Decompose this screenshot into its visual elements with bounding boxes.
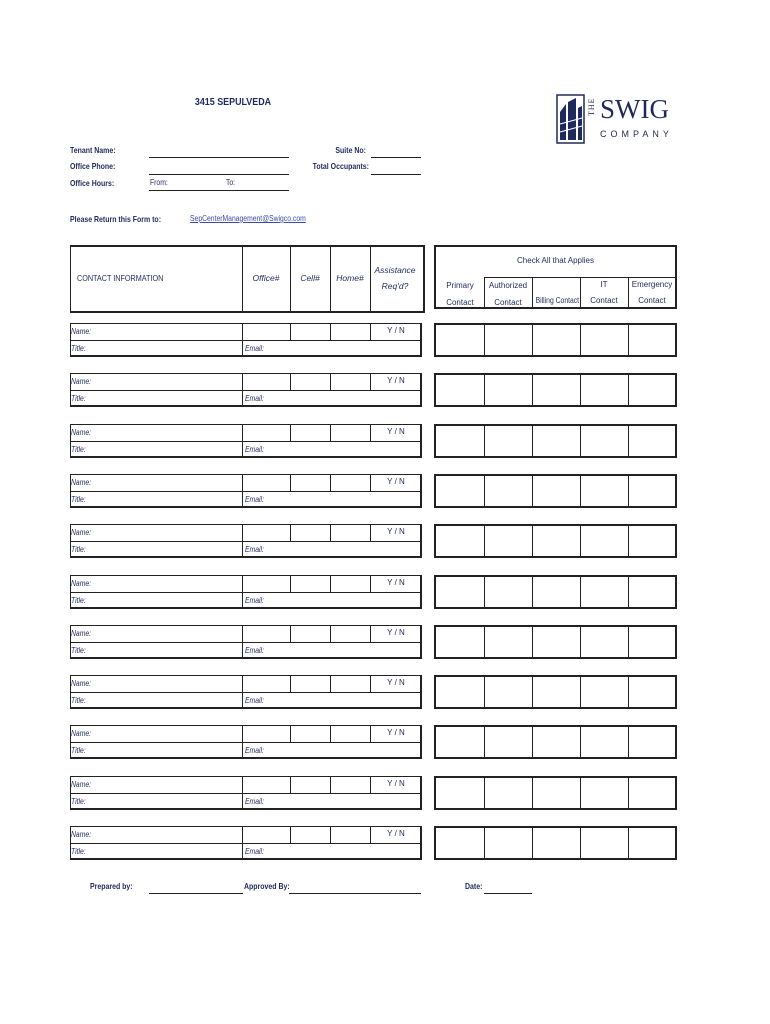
check-authorized-cell[interactable] <box>484 727 532 757</box>
check-primary-cell[interactable] <box>436 627 484 657</box>
check-it-cell[interactable] <box>580 727 628 757</box>
checkbox-row <box>434 575 677 609</box>
check-emergency-cell[interactable] <box>628 476 676 506</box>
check-primary-cell[interactable] <box>436 325 484 355</box>
check-primary-cell[interactable] <box>436 828 484 858</box>
office-phone-label: Office Phone: <box>70 161 116 171</box>
contact-row <box>70 524 422 558</box>
checkbox-row <box>434 675 677 709</box>
check-billing-cell[interactable] <box>532 375 580 405</box>
title-label: Title: <box>71 746 86 756</box>
check-emergency-cell[interactable] <box>628 677 676 707</box>
checkbox-row <box>434 323 677 357</box>
checkbox-row <box>434 373 677 407</box>
name-label: Name: <box>71 729 92 739</box>
occupants-label: Total Occupants: <box>312 161 369 171</box>
prepared-by-field[interactable] <box>149 893 243 894</box>
col-it-l2: Contact <box>590 296 618 305</box>
email-label: Email: <box>245 545 264 555</box>
check-primary-cell[interactable] <box>436 526 484 556</box>
check-billing-cell[interactable] <box>532 727 580 757</box>
assistance-yn[interactable]: Y / N <box>387 426 405 436</box>
check-billing-cell[interactable] <box>532 426 580 456</box>
col-authorized-l1: Authorized <box>488 281 528 290</box>
check-authorized-cell[interactable] <box>484 577 532 607</box>
logo-company: COMPANY <box>600 129 673 139</box>
check-authorized-cell[interactable] <box>484 325 532 355</box>
name-label: Name: <box>71 528 92 538</box>
check-it-cell[interactable] <box>580 778 628 808</box>
name-label: Name: <box>71 830 92 839</box>
assistance-yn[interactable]: Y / N <box>387 728 405 738</box>
check-authorized-cell[interactable] <box>484 778 532 808</box>
check-primary-cell[interactable] <box>436 577 484 607</box>
name-label: Name: <box>71 679 92 689</box>
assistance-header: Assistance <box>374 265 416 275</box>
name-label: Name: <box>71 628 92 638</box>
contact-row <box>70 725 422 759</box>
assistance-yn[interactable]: Y / N <box>387 829 405 838</box>
check-billing-cell[interactable] <box>532 677 580 707</box>
title-label: Title: <box>71 595 86 605</box>
to-label: To: <box>226 178 236 187</box>
page-title: 3415 SEPULVEDA <box>194 96 272 108</box>
from-label: From: <box>150 178 168 187</box>
assistance-yn[interactable]: Y / N <box>387 326 405 335</box>
check-it-cell[interactable] <box>580 375 628 405</box>
contact-row <box>70 826 422 860</box>
check-emergency-cell[interactable] <box>628 375 676 405</box>
check-billing-cell[interactable] <box>532 526 580 556</box>
contact-row <box>70 424 422 458</box>
contact-row <box>70 776 422 810</box>
checkbox-row <box>434 424 677 458</box>
check-billing-cell[interactable] <box>532 778 580 808</box>
check-it-cell[interactable] <box>580 526 628 556</box>
email-label: Email: <box>245 444 264 454</box>
reqd-header: Req'd? <box>381 281 409 291</box>
email-label: Email: <box>245 696 264 706</box>
name-label: Name: <box>71 779 92 789</box>
col-emergency-l2: Contact <box>638 296 666 305</box>
name-label: Name: <box>71 327 92 336</box>
check-emergency-cell[interactable] <box>628 727 676 757</box>
swig-company-logo <box>556 94 673 146</box>
assistance-yn[interactable]: Y / N <box>387 778 405 788</box>
check-billing-cell[interactable] <box>532 476 580 506</box>
date-label: Date: <box>465 881 483 891</box>
email-label: Email: <box>245 494 264 504</box>
check-emergency-cell[interactable] <box>628 778 676 808</box>
check-all-header: Check All that Applies <box>517 256 594 265</box>
check-emergency-cell[interactable] <box>628 828 676 858</box>
title-label: Title: <box>71 645 86 655</box>
approved-by-label: Approved By: <box>244 881 290 891</box>
checkbox-row <box>434 725 677 759</box>
check-authorized-cell[interactable] <box>484 677 532 707</box>
check-it-cell[interactable] <box>580 426 628 456</box>
checkbox-row <box>434 474 677 508</box>
tenant-name-label: Tenant Name: <box>70 145 116 155</box>
email-label: Email: <box>245 344 264 353</box>
col-authorized-l2: Contact <box>494 298 522 307</box>
cell-header: Cell# <box>300 273 320 283</box>
return-email-link[interactable]: SepCenterManagement@Swigco.com <box>190 214 306 223</box>
email-label: Email: <box>245 645 264 655</box>
contact-row <box>70 575 422 609</box>
check-primary-cell[interactable] <box>436 426 484 456</box>
home-header: Home# <box>336 273 364 283</box>
suite-label: Suite No: <box>335 145 366 155</box>
email-label: Email: <box>245 796 264 806</box>
assistance-yn[interactable]: Y / N <box>387 678 405 688</box>
assistance-yn[interactable]: Y / N <box>387 627 405 637</box>
checkbox-row <box>434 776 677 810</box>
col-billing: Billing Contact <box>535 296 580 305</box>
check-billing-cell[interactable] <box>532 627 580 657</box>
check-emergency-cell[interactable] <box>628 526 676 556</box>
contact-row <box>70 675 422 709</box>
check-authorized-cell[interactable] <box>484 526 532 556</box>
office-hours-label: Office Hours: <box>70 178 115 188</box>
contact-row <box>70 373 422 407</box>
check-primary-cell[interactable] <box>436 677 484 707</box>
return-label: Please Return this Form to: <box>70 214 162 224</box>
check-emergency-cell[interactable] <box>628 577 676 607</box>
contact-row <box>70 323 422 357</box>
name-label: Name: <box>71 377 92 387</box>
check-billing-cell[interactable] <box>532 325 580 355</box>
approved-by-field[interactable] <box>289 893 421 894</box>
check-primary-cell[interactable] <box>436 476 484 506</box>
name-label: Name: <box>71 427 92 437</box>
check-it-cell[interactable] <box>580 828 628 858</box>
office-phone-field[interactable] <box>149 174 289 175</box>
tenant-name-field[interactable] <box>149 157 289 158</box>
assistance-yn[interactable]: Y / N <box>387 476 405 486</box>
assistance-yn[interactable]: Y / N <box>387 527 405 537</box>
check-primary-cell[interactable] <box>436 727 484 757</box>
check-it-cell[interactable] <box>580 476 628 506</box>
check-emergency-cell[interactable] <box>628 325 676 355</box>
check-primary-cell[interactable] <box>436 375 484 405</box>
col-primary-l1: Primary <box>446 281 474 290</box>
title-label: Title: <box>71 696 86 706</box>
check-it-cell[interactable] <box>580 677 628 707</box>
checkbox-row <box>434 524 677 558</box>
title-label: Title: <box>71 796 86 806</box>
email-label: Email: <box>245 746 264 756</box>
email-label: Email: <box>245 847 264 856</box>
office-hours-field[interactable] <box>149 190 289 191</box>
check-emergency-cell[interactable] <box>628 627 676 657</box>
check-billing-cell[interactable] <box>532 577 580 607</box>
title-label: Title: <box>71 444 86 454</box>
contact-row <box>70 625 422 659</box>
title-label: Title: <box>71 545 86 555</box>
check-authorized-cell[interactable] <box>484 627 532 657</box>
check-it-cell[interactable] <box>580 627 628 657</box>
check-emergency-cell[interactable] <box>628 426 676 456</box>
email-label: Email: <box>245 595 264 605</box>
date-field[interactable] <box>484 893 532 894</box>
checkbox-row <box>434 826 677 860</box>
logo-the: THE <box>587 97 596 116</box>
suite-field[interactable] <box>371 157 421 158</box>
col-it-l1: IT <box>600 280 608 289</box>
assistance-yn[interactable]: Y / N <box>387 577 405 587</box>
prepared-by-label: Prepared by: <box>90 881 133 891</box>
name-label: Name: <box>71 477 92 487</box>
title-label: Title: <box>71 394 86 404</box>
title-label: Title: <box>71 847 86 856</box>
check-authorized-cell[interactable] <box>484 426 532 456</box>
check-authorized-cell[interactable] <box>484 375 532 405</box>
checkbox-row <box>434 625 677 659</box>
check-authorized-cell[interactable] <box>484 828 532 858</box>
title-label: Title: <box>71 494 86 504</box>
email-label: Email: <box>245 394 264 404</box>
col-emergency-l1: Emergency <box>631 280 673 289</box>
name-label: Name: <box>71 578 92 588</box>
check-billing-cell[interactable] <box>532 828 580 858</box>
check-it-cell[interactable] <box>580 577 628 607</box>
contact-table-header <box>70 245 425 313</box>
occupants-field[interactable] <box>371 174 421 175</box>
check-it-cell[interactable] <box>580 325 628 355</box>
logo-swig: SWIG <box>600 94 669 124</box>
assistance-yn[interactable]: Y / N <box>387 376 405 386</box>
building-icon <box>556 94 586 144</box>
contact-row <box>70 474 422 508</box>
check-table-header <box>434 245 677 309</box>
contact-info-header: CONTACT INFORMATION <box>77 273 164 283</box>
col-primary-l2: Contact <box>446 298 474 307</box>
check-authorized-cell[interactable] <box>484 476 532 506</box>
check-primary-cell[interactable] <box>436 778 484 808</box>
title-label: Title: <box>71 344 86 353</box>
office-header: Office# <box>252 273 280 283</box>
